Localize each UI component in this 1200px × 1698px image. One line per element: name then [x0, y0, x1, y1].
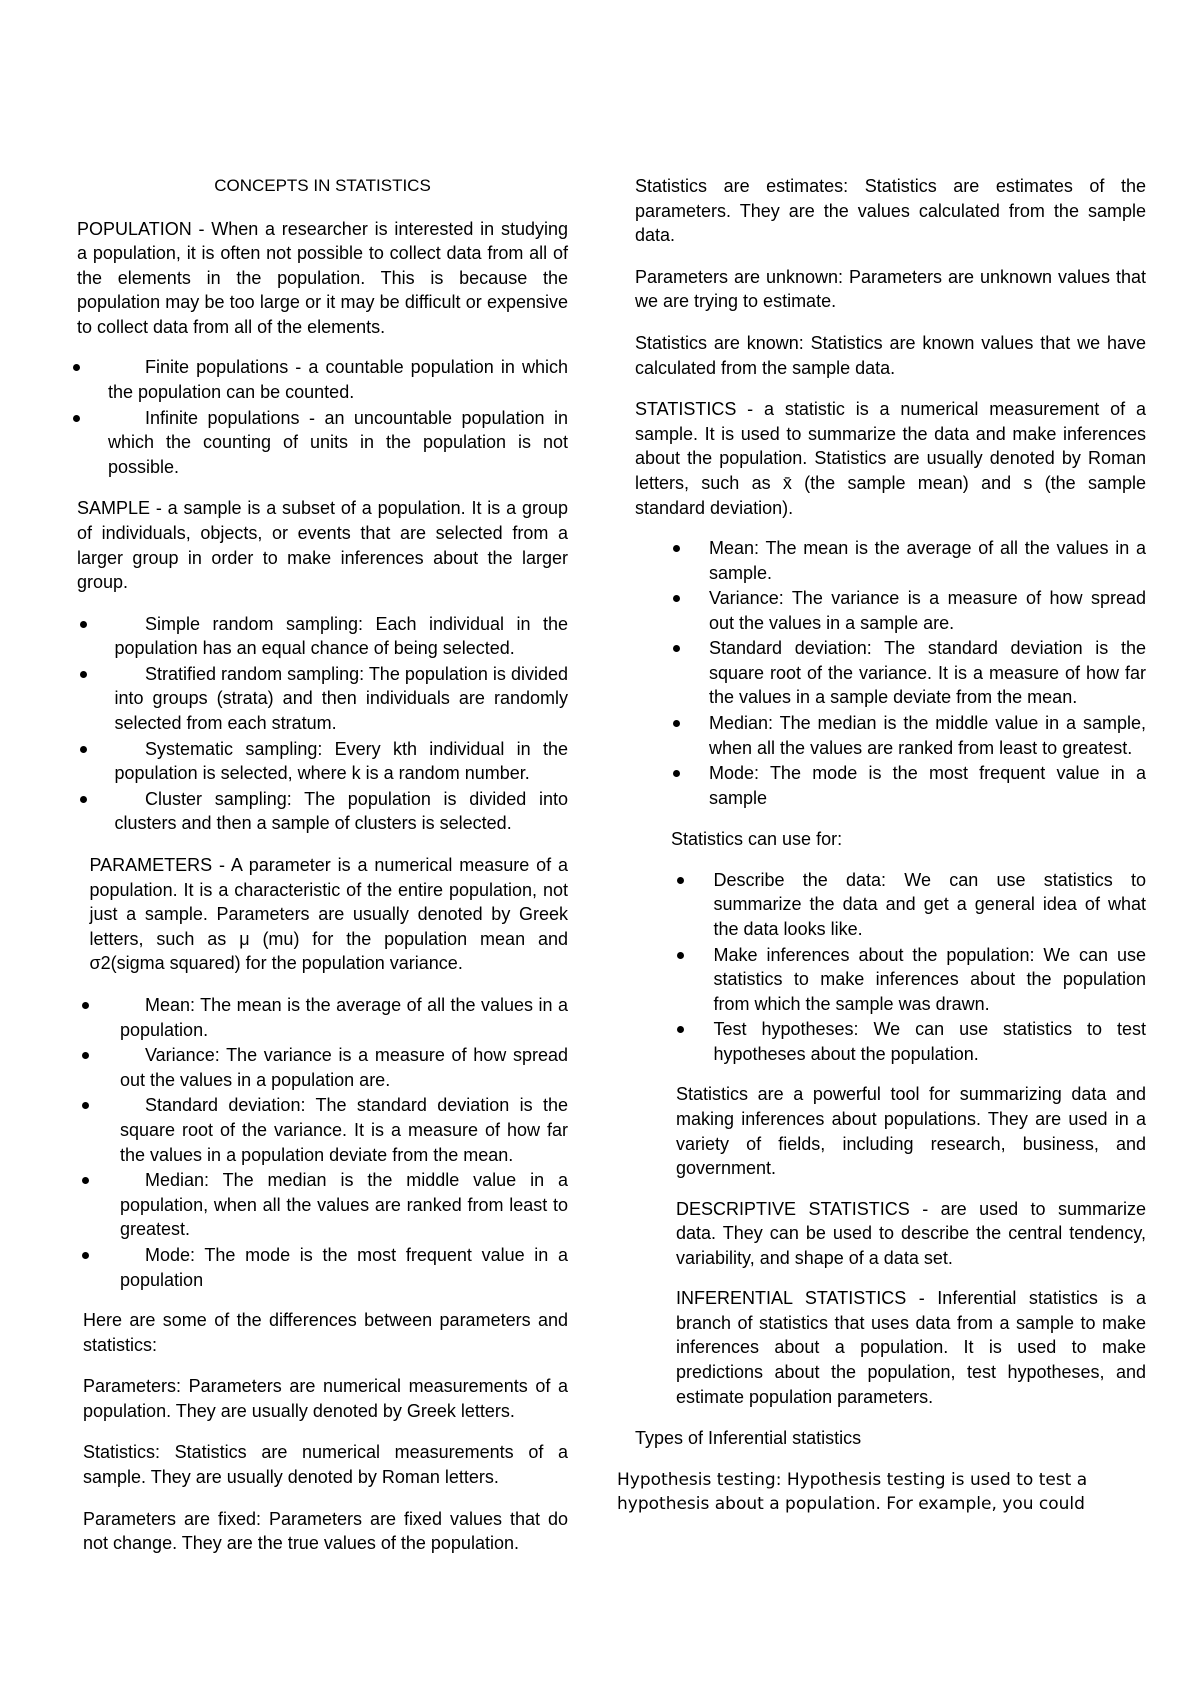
list-item-text: Infinite populations - an uncountable population in which the counting of units in the population is not possible.	[108, 407, 568, 477]
list-item	[77, 993, 568, 1042]
list-item-text: Standard deviation: The standard deviation is the square root of the variance. It is a measure of how far the values in a population deviate from the mean.	[120, 1095, 568, 1165]
population-types-list	[77, 355, 568, 479]
bullet-icon	[82, 1102, 89, 1109]
bullet-icon	[80, 746, 87, 753]
list-item	[617, 1017, 1146, 1066]
bullet-icon	[677, 952, 684, 959]
bullet-icon	[673, 595, 680, 602]
list-item	[77, 1043, 568, 1092]
bullet-icon	[82, 1052, 89, 1059]
statistic-measures-list	[617, 536, 1146, 811]
list-item-text: Median: The median is the middle value in a population, when all the values are ranked from least to greatest.	[120, 1170, 568, 1240]
difference-paragraph: Parameters are fixed: Parameters are fixed values that do not change. They are the true values of the population.	[83, 1508, 568, 1554]
bullet-icon	[73, 364, 80, 371]
list-item-text: Systematic sampling: Every kth individual in the population is selected, where k is a random number.	[114, 738, 568, 784]
list-item	[77, 1093, 568, 1167]
parameter-measures-list	[77, 993, 568, 1292]
list-item	[617, 636, 1146, 710]
sample-paragraph: SAMPLE - a sample is a subset of a population. It is a group of individuals, objects, or events that are selected from a larger group in order to make inferences about the larger group.	[77, 498, 568, 593]
list-item-text: Variance: The variance is a measure of how spread out the values in a sample are.	[709, 588, 1146, 633]
list-item	[77, 1168, 568, 1242]
bullet-icon	[677, 1026, 684, 1033]
list-item-text: Mean: The mean is the average of all the values in a population.	[120, 995, 568, 1040]
difference-paragraph: Statistics: Statistics are numerical measurements of a sample. They are usually denoted by Roman letters.	[83, 1442, 568, 1487]
difference-paragraph: Parameters: Parameters are numerical measurements of a population. They are usually denoted by Greek letters.	[83, 1376, 568, 1421]
types-heading: Types of Inferential statistics	[635, 1428, 862, 1449]
bullet-icon	[673, 545, 680, 552]
bullet-icon	[80, 621, 87, 628]
hypothesis-testing-paragraph: Hypothesis testing: Hypothesis testing is used to test a hypothesis about a population. For example, you could	[617, 1469, 1088, 1514]
list-item-text: Finite populations - a countable population in which the population can be counted.	[108, 357, 568, 402]
list-item	[77, 1243, 568, 1292]
left-column	[77, 174, 568, 1556]
list-item-text: Describe the data: We can use statistics to summarize the data and get a general idea of what the data looks like.	[713, 869, 1146, 940]
uses-list	[617, 868, 1146, 1067]
list-item	[617, 586, 1146, 635]
list-item-text: Mode: The mode is the most frequent value in a sample	[709, 763, 1146, 808]
list-item	[617, 943, 1146, 1017]
list-item-text: Simple random sampling: Each individual in the population has an equal chance of being selected.	[114, 613, 568, 659]
list-item	[617, 536, 1146, 585]
list-item-text: Stratified random sampling: The population is divided into groups (strata) and then individuals are randomly selected from each stratum.	[114, 663, 568, 734]
list-item-text: Standard deviation: The standard deviation is the square root of the variance. It is a measure of how far the values in a sample deviate from the mean.	[709, 638, 1146, 708]
list-item	[617, 711, 1146, 760]
statistics-paragraph: STATISTICS - a statistic is a numerical measurement of a sample. It is used to summarize the data and make inferences about the population. Statistics are usually denoted by Roman letters, such as x̄ (the sample mean) and s (the sample standard deviation).	[635, 399, 1146, 518]
differences-intro: Here are some of the differences between parameters and statistics:	[83, 1309, 568, 1355]
list-item	[617, 761, 1146, 810]
list-item	[77, 406, 568, 480]
bullet-icon	[673, 645, 680, 652]
list-item	[77, 355, 568, 404]
list-item-text: Test hypotheses: We can use statistics to test hypotheses about the population.	[713, 1019, 1146, 1064]
page-title: CONCEPTS IN STATISTICS	[214, 176, 431, 195]
parameters-paragraph: PARAMETERS - A parameter is a numerical measure of a population. It is a characteristic of the entire population, not just a sample. Parameters are usually denoted by Greek letters, such as μ (mu) for the population mean and σ2(sigma squared) for the population variance.	[89, 855, 568, 974]
sampling-methods-list	[77, 612, 568, 836]
difference-paragraph: Statistics are known: Statistics are known values that we have calculated from the sample data.	[635, 332, 1146, 378]
difference-paragraph: Statistics are estimates: Statistics are estimates of the parameters. They are the values calculated from the sample data.	[635, 176, 1146, 246]
bullet-icon	[673, 770, 680, 777]
list-item-text: Cluster sampling: The population is divided into clusters and then a sample of clusters is selected.	[114, 788, 568, 834]
list-item-text: Mean: The mean is the average of all the values in a sample.	[709, 537, 1146, 583]
right-column	[617, 174, 1146, 1516]
list-item-text: Median: The median is the middle value in a sample, when all the values are ranked from least to greatest.	[709, 713, 1146, 758]
list-item-text: Variance: The variance is a measure of how spread out the values in a population are.	[120, 1045, 568, 1090]
bullet-icon	[82, 1002, 89, 1009]
list-item	[77, 737, 568, 786]
bullet-icon	[80, 671, 87, 678]
list-item	[77, 787, 568, 836]
bullet-icon	[80, 796, 87, 803]
list-item-text: Make inferences about the population: We can use statistics to make inferences about the population from which the sample was drawn.	[713, 944, 1146, 1014]
bullet-icon	[673, 720, 680, 727]
bullet-icon	[677, 877, 684, 884]
bullet-icon	[73, 415, 80, 422]
list-item	[617, 868, 1146, 942]
list-item	[77, 612, 568, 661]
difference-paragraph: Parameters are unknown: Parameters are unknown values that we are trying to estimate.	[635, 266, 1146, 312]
uses-heading: Statistics can use for:	[671, 829, 843, 850]
bullet-icon	[82, 1252, 89, 1259]
summary-paragraph: Statistics are a powerful tool for summarizing data and making inferences about populations. They are used in a variety of fields, including research, business, and government.	[676, 1084, 1146, 1179]
population-paragraph: POPULATION - When a researcher is interested in studying a population, it is often not possible to collect data from all of the elements in the population. This is because the population may be too large or it may be difficult or expensive to collect data from all of the elements.	[77, 218, 568, 337]
descriptive-statistics-paragraph: DESCRIPTIVE STATISTICS - are used to summarize data. They can be used to describe the central tendency, variability, and shape of a data set.	[676, 1198, 1146, 1268]
list-item	[77, 662, 568, 736]
inferential-statistics-paragraph: INFERENTIAL STATISTICS - Inferential statistics is a branch of statistics that uses data from a sample to make inferences about a population. It is used to make predictions about the population, test hypotheses, and estimate population parameters.	[676, 1288, 1146, 1407]
list-item-text: Mode: The mode is the most frequent value in a population	[120, 1244, 568, 1290]
bullet-icon	[82, 1177, 89, 1184]
